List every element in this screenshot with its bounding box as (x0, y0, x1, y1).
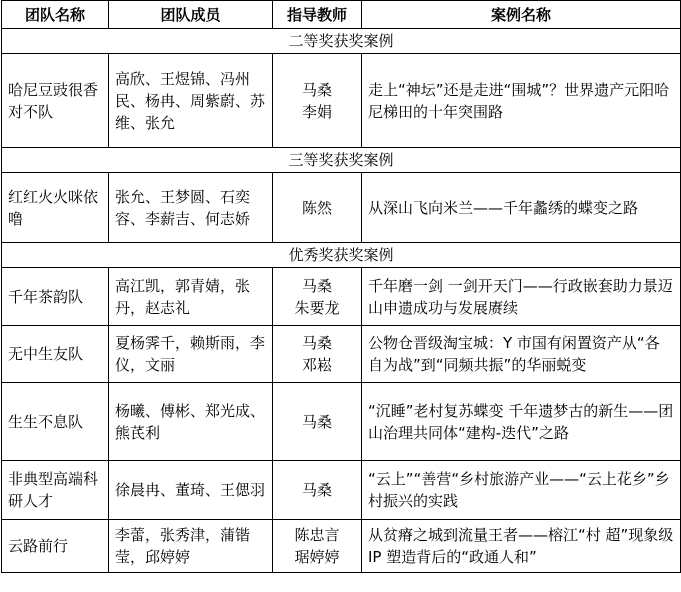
team-name-cell: 非典型高端科研人才 (2, 461, 109, 520)
mentor-name: 琚婷婷 (294, 548, 340, 566)
table-row (2, 268, 681, 326)
team-name-cell: 哈尼豆豉很香对不队 (2, 54, 109, 148)
case-name-cell: 从深山飞向米兰——千年蠡绣的蝶变之路 (362, 173, 681, 243)
members-cell: 高江凯，郭青婧，张丹，赵志礼 (109, 268, 273, 326)
case-name-cell: “沉睡”老村复苏蝶变 千年遗梦古的新生——团山治理共同体“建构-迭代”之路 (362, 383, 681, 461)
mentor-name: 马桑 (301, 80, 332, 99)
members-cell: 夏杨霁千，赖斯雨，李仪，文丽 (109, 326, 273, 383)
case-name-cell: 走上“神坛”还是走进“围城”？世界遗产元阳哈尼梯田的十年突围路 (362, 54, 681, 148)
team-name-cell: 千年茶韵队 (2, 268, 109, 326)
mentor-cell (273, 268, 362, 326)
team-name-cell: 无中生友队 (2, 326, 109, 383)
mentor-name: 邓崧 (301, 356, 332, 374)
mentor-name: 陈忠言 (294, 526, 340, 544)
team-name-cell: 生生不息队 (2, 383, 109, 461)
mentor-name: 朱要龙 (294, 298, 340, 317)
section-row (2, 29, 681, 54)
header-row (2, 1, 681, 29)
table-row (2, 54, 681, 148)
case-name-cell: 从贫瘠之城到流量王者——榕江“村 超”现象级 IP 塑造背后的“政通人和” (362, 520, 681, 573)
mentor-name: 马桑 (301, 276, 332, 295)
mentor-cell (273, 461, 362, 520)
members-cell: 李蕾，张秀津，蒲锴莹，邱婷婷 (109, 520, 273, 573)
team-name-cell: 红红火火咪依噜 (2, 173, 109, 243)
case-name-cell: 公物仓晋级淘宝城：Y 市国有闲置资产从“各自为战”到“同频共振”的华丽蜕变 (362, 326, 681, 383)
mentor-name: 李娟 (301, 102, 332, 121)
members-cell: 高欣、王煜锦、冯州民、杨冉、周紫蔚、苏维、张允 (109, 54, 273, 148)
mentor-cell (273, 173, 362, 243)
mentor-name: 马桑 (301, 481, 332, 499)
section-title-excellence-prize: 优秀奖获奖案例 (2, 243, 681, 268)
header-team-name: 团队名称 (2, 1, 109, 29)
members-cell: 张允、王梦圆、石奕容、李薪吉、何志娇 (109, 173, 273, 243)
table-row (2, 461, 681, 520)
section-title-third-prize: 三等奖获奖案例 (2, 148, 681, 173)
table-row (2, 520, 681, 573)
case-name-cell: 千年磨一剑 一剑开天门——行政嵌套助力景迈山申遗成功与发展赓续 (362, 268, 681, 326)
header-mentor: 指导教师 (273, 1, 362, 29)
award-cases-table (1, 0, 681, 573)
members-cell: 杨曦、傅彬、郑光成、熊芪利 (109, 383, 273, 461)
table-row (2, 383, 681, 461)
mentor-name: 马桑 (301, 334, 332, 352)
mentor-name: 陈然 (301, 198, 332, 217)
header-case-name: 案例名称 (362, 1, 681, 29)
section-row (2, 243, 681, 268)
case-name-cell: “云上”“善营“乡村旅游产业——“云上花乡”乡村振兴的实践 (362, 461, 681, 520)
section-row (2, 148, 681, 173)
section-title-second-prize: 二等奖获奖案例 (2, 29, 681, 54)
table-row (2, 173, 681, 243)
mentor-cell (273, 383, 362, 461)
mentor-name: 马桑 (301, 412, 332, 431)
mentor-cell (273, 326, 362, 383)
mentor-cell (273, 520, 362, 573)
header-members: 团队成员 (109, 1, 273, 29)
members-cell: 徐晨冉、董琦、王偲羽 (109, 461, 273, 520)
table-row (2, 326, 681, 383)
mentor-cell (273, 54, 362, 148)
team-name-cell: 云路前行 (2, 520, 109, 573)
